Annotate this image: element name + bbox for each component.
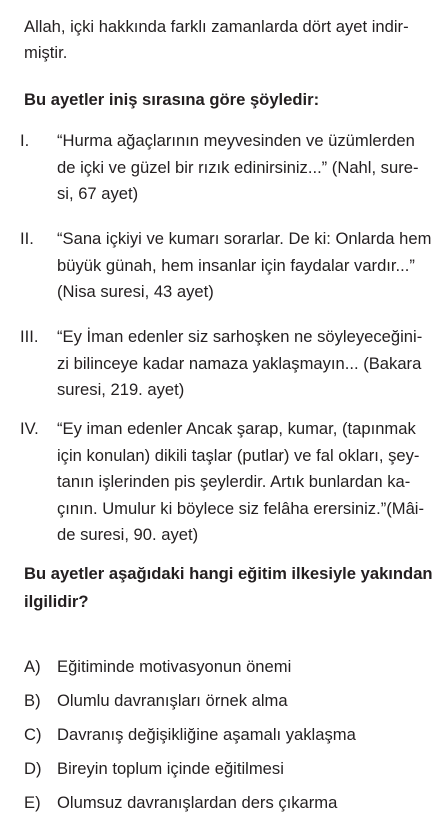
question-line: Bu ayetler aşağıdaki hangi eğitim ilkesiyle yakından	[24, 564, 433, 583]
verse-numeral: II.	[20, 229, 34, 248]
option-d[interactable]	[0, 754, 446, 784]
option-text: Olumsuz davranışlardan ders çıkarma	[57, 793, 338, 812]
question-line: ilgilidir?	[24, 592, 89, 611]
intro-line: Allah, içki hakkında farklı zamanlarda dört ayet indir-	[24, 17, 409, 36]
verse-line: “Ey İman edenler siz sarhoşken ne söyleyeceğini-	[57, 327, 423, 346]
option-letter: D)	[24, 759, 42, 778]
option-letter: A)	[24, 657, 41, 676]
verse-text	[57, 416, 437, 549]
verse-line: “Sana içkiyi ve kumarı sorarlar. De ki: Onlarda hem	[57, 229, 432, 248]
verse-numeral: III.	[20, 327, 39, 346]
option-text: Davranış değişikliğine aşamalı yaklaşma	[57, 725, 356, 744]
option-letter: E)	[24, 793, 41, 812]
verse-line: “Hurma ağaçlarının meyvesinden ve üzümlerden	[57, 131, 415, 150]
option-e[interactable]	[0, 788, 446, 818]
option-b[interactable]	[0, 686, 446, 716]
verse-line: için konulan) dikili taşlar (putlar) ve fal okları, şey-	[57, 445, 420, 465]
verse-text	[57, 226, 437, 306]
intro-line: miştir.	[24, 43, 68, 62]
verse-line: “Ey iman edenler Ancak şarap, kumar, (tapınmak	[57, 419, 416, 438]
verse-numeral: IV.	[20, 419, 39, 438]
verse-line: si, 67 ayet)	[57, 184, 139, 203]
intro-paragraph	[24, 14, 436, 66]
question-stem	[24, 560, 439, 616]
verse-text	[57, 324, 437, 404]
verse-line: tanın işlerinden pis şeylerdir. Artık bunlardan ka-	[57, 472, 411, 491]
option-a[interactable]	[0, 652, 446, 682]
verse-line: de içki ve güzel bir rızık edinirsiniz...” (Nahl, sure-	[57, 157, 419, 177]
verse-line: suresi, 219. ayet)	[57, 380, 185, 399]
verse-line: (Nisa suresi, 43 ayet)	[57, 282, 214, 301]
verse-line: de suresi, 90. ayet)	[57, 525, 199, 544]
verse-numeral: I.	[20, 131, 30, 150]
option-letter: C)	[24, 725, 42, 744]
option-text: Olumlu davranışları örnek alma	[57, 691, 288, 710]
verses-heading: Bu ayetler iniş sırasına göre şöyledir:	[24, 90, 320, 109]
option-text: Bireyin toplum içinde eğitilmesi	[57, 759, 284, 778]
verse-line: çının. Umulur ki böylece siz felâha erersiniz.”(Mâi-	[57, 498, 425, 518]
verse-line: zi bilinceye kadar namaza yaklaşmayın... (Bakara	[57, 353, 422, 373]
verse-line: büyük günah, hem insanlar için faydalar vardır...”	[57, 255, 415, 275]
option-text: Eğitiminde motivasyonun önemi	[57, 657, 292, 676]
option-c[interactable]	[0, 720, 446, 750]
option-letter: B)	[24, 691, 41, 710]
verse-text	[57, 128, 437, 208]
